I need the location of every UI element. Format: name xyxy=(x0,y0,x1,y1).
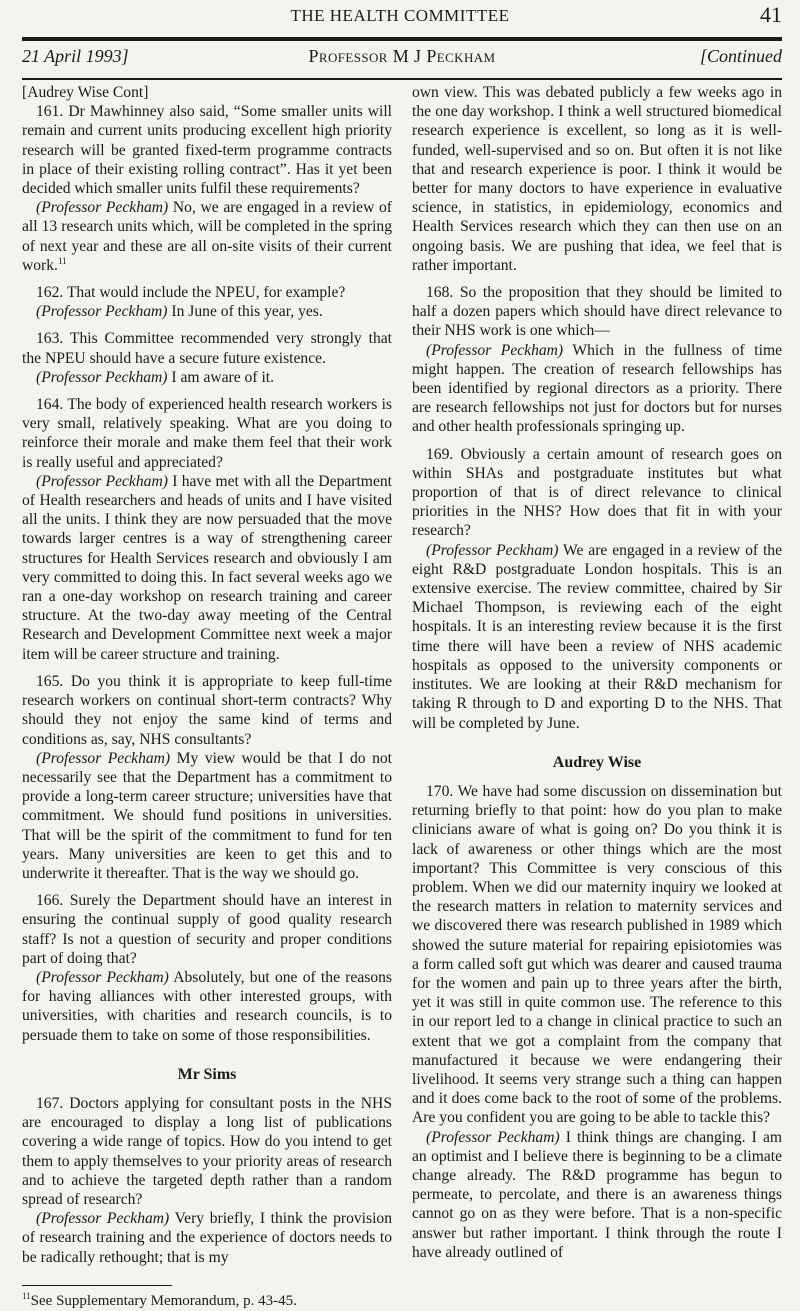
footnote-ref: 11 xyxy=(57,255,67,266)
question-163: 163. This Committee recommended very strongly that the NPEU should have a secure future existence. xyxy=(22,330,392,367)
left-column xyxy=(22,83,392,1311)
header-rule-bottom xyxy=(22,78,782,80)
subheader xyxy=(22,46,782,74)
answer-170: (Professor Peckham) I think things are changing. I am an optimist and I believe there is beginning to be a climate change already. The R&D programme has begun to permeate, to percolate, and there is an awareness things cannot go on as they were before. That is a non-specific answer but rather important. I think through the route I have already outlined of xyxy=(412,1128,782,1261)
answer-162: (Professor Peckham) In June of this year, yes. xyxy=(36,303,323,321)
question-165: 165. Do you think it is appropriate to keep full-time research workers on continual short-term contracts? Why should they not enjoy the same kind of terms and conditions as, say, NHS consultants? xyxy=(22,672,392,748)
question-166: 166. Surely the Department should have an interest in ensuring the continual supply of good quality research staff? Is not a question of security and proper conditions part of doing that? xyxy=(22,892,392,967)
section-heading-audrey-wise: Audrey Wise xyxy=(552,753,642,771)
running-title: THE HEALTH COMMITTEE xyxy=(290,6,510,25)
header-rule-top xyxy=(22,37,782,41)
answer-164: (Professor Peckham) I have met with all the Department of Health researchers and heads of units and I have visited all the units. I think they are now persuaded that the move towards larger centres is a way of strengthening career structures for Health Services research and obviously I am very committed to doing this. In fact several weeks ago we ran a one-day workshop on research training and career structure. At the two-day away meeting of the Central Research and Development Committee next week a major item will be career structure and training. xyxy=(22,472,392,663)
answer-163: (Professor Peckham) I am aware of it. xyxy=(36,368,275,386)
footnote: $^{11}$See Supplementary Memorandum, p. 43-45. xyxy=(22,1290,297,1309)
page-number: 41 xyxy=(760,2,782,27)
footnote-rule xyxy=(22,1285,172,1286)
question-168: 168. So the proposition that they should be limited to half a dozen papers which should have direct relevance to their NHS work is one which— xyxy=(412,284,782,340)
question-164: 164. The body of experienced health research workers is very small, relatively speaking. What are you doing to reinforce their morale and make them feel that their work is really useful and appreciated? xyxy=(22,396,392,471)
answer-166: (Professor Peckham) Absolutely, but one of the reasons for having alliances with other interested groups, with universities, with charities and research councils, is to persuade them to take on some of those responsibilities. xyxy=(22,968,392,1044)
answer-165: (Professor Peckham) My view would be that I do not necessarily see that the Department has a commitment to provide a long-term career structure; universities have that commitment. We should fund positions in universities. That will be the spirit of the commitment to fund for ten years. Many universities are keen to get this and to underwrite it thereafter. That is the way we should go. xyxy=(22,749,393,882)
question-162: 162. That would include the NPEU, for example? xyxy=(36,284,346,302)
answer-169: (Professor Peckham) We are engaged in a review of the eight R&D postgraduate London hospitals. This is an extensive exercise. The review committee, chaired by Sir Michael Thompson, is reviewing each of the eight hospitals. It is an interesting review because it is the first time there will have been a review of NHS academic hospitals as opposed to the university components or institutes. We are looking at their R&D mechanism for taking R through to D and exporting D to the NHS. That will be completed by June. xyxy=(412,541,782,732)
answer-161: (Professor Peckham) No, we are engaged in a review of all 13 research units which, will be completed in the spring of next year and these are all on-site visits of their current work.$^{11}$ xyxy=(22,199,393,274)
speaker-continued: [Audrey Wise Cont] xyxy=(22,84,149,101)
witness-name: Professor M J Peckham xyxy=(308,46,496,66)
answer-167: (Professor Peckham) Very briefly, I think the provision of research training and the experience of doctors needs to be radically rethought; that is my xyxy=(22,1210,393,1266)
answer-168: (Professor Peckham) Which in the fullness of time might happen. The creation of research fellowships has been identified by regional directors as a priority. There are research fellowships not just for doctors but for nurses and other health professionals springing up. xyxy=(412,341,782,436)
question-167: 167. Doctors applying for consultant posts in the NHS are encouraged to display a long list of publications covering a wide range of topics. How do you intend to get them to apply themselves to your priority areas of research and to achieve the targeted depth rather than a random spread of research? xyxy=(22,1094,392,1208)
answer-167-continued: own view. This was debated publicly a few weeks ago in the one day workshop. I think a well structured biomedical research experience is excellent, so long as it is well-funded, well-supervised and so on. But often it is not like that and research experience is poor. I think it would be better for many doctors to have experience in evaluative science, in statistics, in epidemiology, economics and Health Services research which they can then use on an ongoing basis. We are pushing that idea, we feel that is rather important. xyxy=(412,84,782,274)
session-date: 21 April 1993] xyxy=(22,46,129,66)
continued-label: [Continued xyxy=(699,46,782,66)
question-170: 170. We have had some discussion on dissemination but returning briefly to that point: how do you plan to make clinicians aware of what is going on? Do you think it is lack of awareness or other things which are the most important? This Committee is very conscious of this problem. When we did our maternity inquiry we looked at the research matters in relation to maternity services and we discovered there was research published in 1989 which showed the suture material for repairing episiotomies was a form called soft gut which was dearer and caused trauma for the women and pain up to three years after the birth, yet it was still in quite common use. The reference to this in our report led to a change in clinical practice to such an extent that we got a complaint from the company that manufactured it because we were endangering their livelihood. It seems very strange such a thing can happen and it does come back to the root of some of the problems. Are you confident you are going to be able to tackle this? xyxy=(412,782,782,1127)
section-heading-mr-sims: Mr Sims xyxy=(177,1065,237,1083)
question-161: 161. Dr Mawhinney also said, “Some smaller units will remain and current units producing excellent high priority research will be granted fixed-term programme contracts in place of their existing rolling contract”. Has it yet been decided which smaller units fulfil these requirements? xyxy=(22,103,392,198)
right-column xyxy=(412,83,782,1270)
question-169: 169. Obviously a certain amount of research goes on within SHAs and postgraduate institutes but what proportion of that is of direct relevance to clinical priorities in the NHS? How does that fit in with your research? xyxy=(412,445,782,540)
